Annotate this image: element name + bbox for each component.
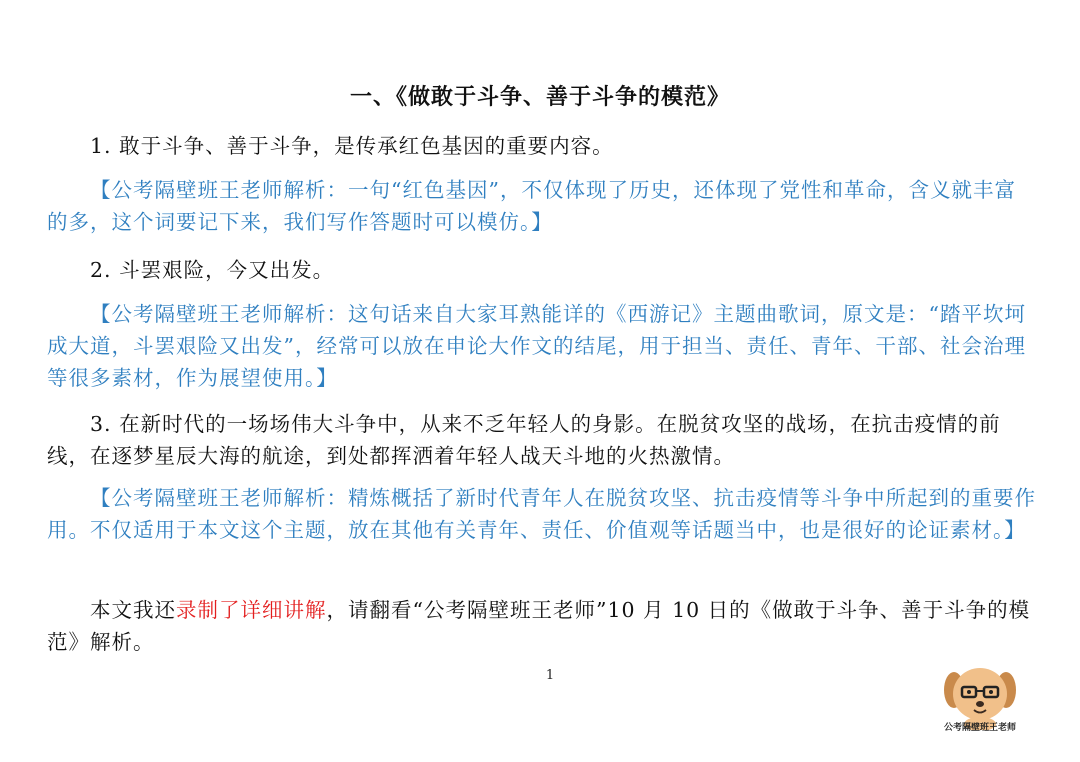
page-number: 1 xyxy=(545,668,555,683)
closing-paragraph xyxy=(47,594,1037,658)
closing-highlight: 录制了详细讲解 xyxy=(176,598,327,622)
closing-text-end: ，请翻看“公考隔壁班王老师”10 月 10 日的《做敢于斗争、善于斗争的模范》解析。 xyxy=(47,598,1031,654)
analysis-2: 【公考隔壁班王老师解析：这句话来自大家耳熟能详的《西游记》主题曲歌词，原文是：“踏平坎坷成大道，斗罢艰险又出发”，经常可以放在申论大作文的结尾，用于担当、责任、青年、干部、社会治理等很多素材，作为展望使用。】 xyxy=(47,302,1026,390)
analysis-3: 【公考隔壁班王老师解析：精炼概括了新时代青年人在脱贫攻坚、抗击疫情等斗争中所起到的重要作用。不仅适用于本文这个主题，放在其他有关青年、责任、价值观等话题当中，也是很好的论证素材。】 xyxy=(47,486,1036,542)
closing-text-start: 本文我还 xyxy=(90,598,176,622)
paragraph-2: 2. 斗罢艰险，今又出发。 xyxy=(90,258,335,282)
paragraph-3: 3. 在新时代的一场场伟大斗争中，从来不乏年轻人的身影。在脱贫攻坚的战场，在抗击疫情的前线，在逐梦星辰大海的航途，到处都挥洒着年轻人战天斗地的火热激情。 xyxy=(47,412,1001,468)
analysis-1: 【公考隔壁班王老师解析：一句“红色基因”，不仅体现了历史，还体现了党性和革命，含义就丰富的多，这个词要记下来，我们写作答题时可以模仿。】 xyxy=(47,178,1016,234)
logo-caption: 公考隔壁班王老师 xyxy=(943,723,1016,733)
page-title: 一、《做敢于斗争、善于斗争的模范》 xyxy=(349,84,730,110)
paragraph-1: 1. 敢于斗争、善于斗争，是传承红色基因的重要内容。 xyxy=(90,134,614,158)
